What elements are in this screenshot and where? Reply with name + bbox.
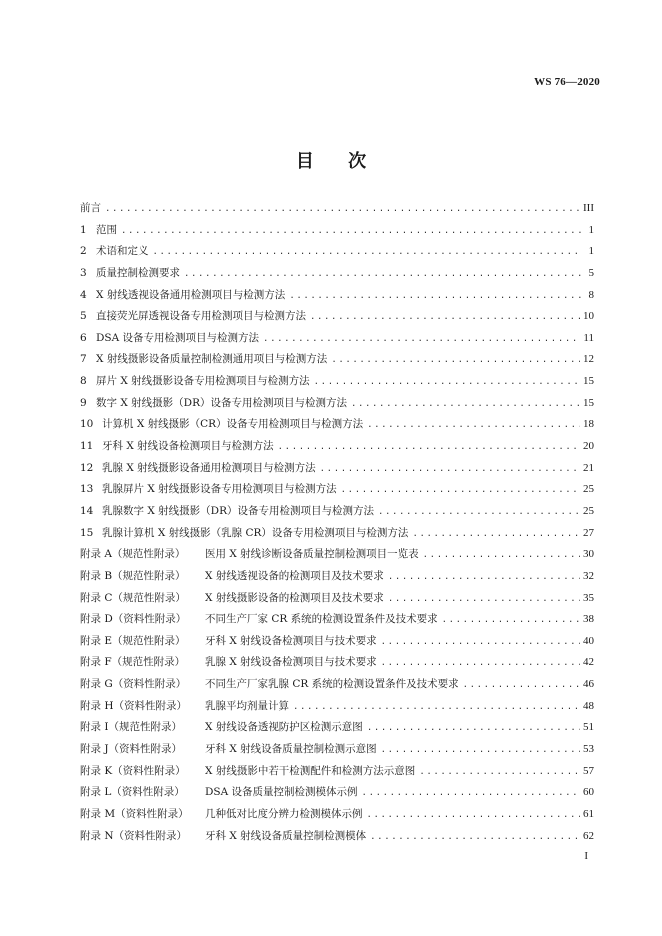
toc-entry[interactable] bbox=[80, 393, 594, 415]
toc-leader-dots bbox=[381, 740, 580, 762]
toc-entry-title: 医用 X 射线诊断设备质量控制检测项目一览表 bbox=[205, 548, 419, 561]
toc-entry-page: 51 bbox=[583, 721, 594, 734]
toc-entry-title: DSA 设备专用检测项目与检测方法 bbox=[96, 331, 260, 344]
toc-entry-number: 11 bbox=[80, 440, 94, 453]
toc-entry-page: 57 bbox=[583, 764, 594, 777]
toc-entry-number: 12 bbox=[80, 461, 94, 474]
toc-entry-page: 48 bbox=[583, 699, 594, 712]
toc-entry-title: 屏片 X 射线摄影设备专用检测项目与检测方法 bbox=[96, 375, 310, 388]
toc-entry[interactable] bbox=[80, 328, 594, 350]
toc-leader-dots bbox=[351, 394, 580, 416]
toc-entry[interactable] bbox=[80, 241, 594, 263]
toc-leader-dots bbox=[293, 697, 580, 719]
toc-entry-page: 11 bbox=[583, 331, 594, 344]
toc-entry-number: 附录 H（资料性附录） bbox=[80, 699, 187, 712]
toc-entry[interactable] bbox=[80, 804, 594, 826]
toc-entry-title: 牙科 X 射线设备质量控制检测模体 bbox=[205, 829, 367, 842]
toc-entry-number: 4 bbox=[80, 288, 87, 301]
toc-leader-dots bbox=[105, 199, 580, 221]
toc-entry[interactable] bbox=[80, 371, 594, 393]
toc-entry[interactable] bbox=[80, 782, 594, 804]
toc-entry-number: 15 bbox=[80, 526, 94, 539]
toc-entry-title: 范围 bbox=[96, 223, 117, 236]
toc-entry-number: 附录 K（资料性附录） bbox=[80, 764, 186, 777]
toc-entry-page: 18 bbox=[583, 418, 594, 431]
toc-leader-dots bbox=[153, 242, 582, 264]
toc-entry-page: 10 bbox=[583, 310, 594, 323]
toc-entry-title: 乳腺屏片 X 射线摄影设备专用检测项目与检测方法 bbox=[102, 483, 337, 496]
toc-entry[interactable] bbox=[80, 696, 594, 718]
toc-entry[interactable] bbox=[80, 479, 594, 501]
toc-leader-dots bbox=[381, 632, 580, 654]
toc-entry-number: 3 bbox=[80, 266, 87, 279]
toc-entry-title: 几种低对比度分辨力检测模体示例 bbox=[205, 807, 363, 820]
page-number: I bbox=[584, 850, 588, 862]
toc-leader-dots bbox=[423, 545, 580, 567]
toc-entry-title: 前言 bbox=[80, 202, 101, 214]
table-of-contents bbox=[80, 198, 594, 847]
toc-entry[interactable] bbox=[80, 674, 594, 696]
toc-entry[interactable] bbox=[80, 652, 594, 674]
toc-leader-dots bbox=[388, 567, 580, 589]
toc-entry[interactable] bbox=[80, 523, 594, 545]
toc-entry[interactable] bbox=[80, 501, 594, 523]
toc-entry-page: 1 bbox=[588, 223, 594, 236]
toc-entry-page: 12 bbox=[583, 353, 594, 366]
toc-leader-dots bbox=[367, 805, 581, 827]
toc-entry-page: 35 bbox=[583, 591, 594, 604]
toc-entry-page: 20 bbox=[583, 440, 594, 453]
toc-entry[interactable] bbox=[80, 826, 594, 848]
toc-leader-dots bbox=[370, 827, 580, 849]
toc-entry-title: 乳腺 X 射线设备检测项目与技术要求 bbox=[205, 656, 377, 669]
toc-entry-title: 乳腺数字 X 射线摄影（DR）设备专用检测项目与检测方法 bbox=[102, 504, 374, 517]
page-title: 目 次 bbox=[295, 151, 381, 172]
toc-entry-page: 61 bbox=[583, 807, 594, 820]
toc-entry-title: 直接荧光屏透视设备专用检测项目与检测方法 bbox=[96, 310, 306, 323]
toc-leader-dots bbox=[320, 459, 580, 481]
toc-entry-title: 质量控制检测要求 bbox=[96, 266, 180, 279]
toc-entry-page: 27 bbox=[583, 526, 594, 539]
toc-entry-number: 附录 C（规范性附录） bbox=[80, 591, 186, 604]
toc-entry[interactable] bbox=[80, 566, 594, 588]
toc-leader-dots bbox=[419, 762, 580, 784]
toc-leader-dots bbox=[278, 437, 580, 459]
toc-entry-number: 1 bbox=[80, 223, 87, 236]
toc-entry-title: 牙科 X 射线设备检测项目与检测方法 bbox=[102, 440, 274, 453]
toc-entry[interactable] bbox=[80, 588, 594, 610]
toc-entry-title: 不同生产厂家乳腺 CR 系统的检测设置条件及技术要求 bbox=[205, 678, 459, 691]
toc-leader-dots bbox=[362, 783, 580, 805]
toc-entry-number: 附录 D（资料性附录） bbox=[80, 613, 187, 626]
toc-entry[interactable] bbox=[80, 761, 594, 783]
toc-leader-dots bbox=[442, 610, 580, 632]
toc-leader-dots bbox=[388, 589, 580, 611]
toc-leader-dots bbox=[310, 307, 580, 329]
toc-leader-dots bbox=[341, 480, 580, 502]
toc-entry-number: 2 bbox=[80, 245, 87, 258]
toc-entry-number: 附录 J（资料性附录） bbox=[80, 743, 183, 756]
toc-entry-number: 附录 I（规范性附录） bbox=[80, 721, 182, 734]
toc-entry-number: 附录 A（规范性附录） bbox=[80, 548, 186, 561]
toc-entry-title: X 射线摄影设备的检测项目及技术要求 bbox=[205, 591, 384, 604]
toc-entry-title: 牙科 X 射线设备质量控制检测示意图 bbox=[205, 743, 377, 756]
toc-leader-dots bbox=[331, 350, 580, 372]
toc-leader-dots bbox=[184, 264, 581, 286]
toc-entry-page: 5 bbox=[588, 266, 594, 279]
toc-entry-page: 38 bbox=[583, 613, 594, 626]
toc-entry-number: 5 bbox=[80, 310, 87, 323]
toc-entry-number: 14 bbox=[80, 504, 94, 517]
toc-entry-page: 32 bbox=[583, 569, 594, 582]
toc-entry-title: 数字 X 射线摄影（DR）设备专用检测项目与检测方法 bbox=[96, 396, 347, 409]
toc-leader-dots bbox=[263, 329, 580, 351]
toc-entry-title: X 射线透视设备的检测项目及技术要求 bbox=[205, 569, 384, 582]
toc-entry-page: III bbox=[583, 202, 594, 214]
toc-entry-title: 牙科 X 射线设备检测项目与技术要求 bbox=[205, 634, 377, 647]
toc-entry-page: 46 bbox=[583, 678, 594, 691]
toc-entry-title: X 射线设备透视防护区检测示意图 bbox=[205, 721, 363, 734]
toc-entry-title: 术语和定义 bbox=[96, 245, 149, 258]
toc-entry-page: 40 bbox=[583, 634, 594, 647]
toc-entry-page: 53 bbox=[583, 743, 594, 756]
toc-entry[interactable] bbox=[80, 285, 594, 307]
toc-entry[interactable] bbox=[80, 609, 594, 631]
toc-entry-title: 计算机 X 射线摄影（CR）设备专用检测项目与检测方法 bbox=[102, 418, 364, 431]
toc-entry-page: 21 bbox=[583, 461, 594, 474]
toc-entry-page: 62 bbox=[583, 829, 594, 842]
toc-entry-number: 附录 M（资料性附录） bbox=[80, 807, 189, 820]
toc-entry[interactable] bbox=[80, 263, 594, 285]
toc-leader-dots bbox=[121, 221, 581, 243]
toc-entry-page: 25 bbox=[583, 504, 594, 517]
toc-entry-number: 附录 E（规范性附录） bbox=[80, 634, 186, 647]
toc-entry-number: 9 bbox=[80, 396, 87, 409]
toc-entry-page: 25 bbox=[583, 483, 594, 496]
toc-entry-number: 6 bbox=[80, 331, 87, 344]
toc-entry-number: 13 bbox=[80, 483, 94, 496]
document-code: WS 76—2020 bbox=[534, 76, 600, 88]
toc-entry-number: 附录 G（资料性附录） bbox=[80, 678, 187, 691]
toc-leader-dots bbox=[367, 718, 580, 740]
toc-entry-title: DSA 设备质量控制检测模体示例 bbox=[205, 786, 358, 799]
toc-entry-title: 乳腺计算机 X 射线摄影（乳腺 CR）设备专用检测项目与检测方法 bbox=[102, 526, 409, 539]
toc-entry-page: 15 bbox=[583, 396, 594, 409]
toc-leader-dots bbox=[381, 653, 580, 675]
toc-entry-title: X 射线透视设备通用检测项目与检测方法 bbox=[96, 288, 286, 301]
toc-entry[interactable] bbox=[80, 739, 594, 761]
toc-entry-number: 7 bbox=[80, 353, 87, 366]
toc-entry-number: 8 bbox=[80, 375, 87, 388]
toc-entry-title: 乳腺 X 射线摄影设备通用检测项目与检测方法 bbox=[102, 461, 316, 474]
toc-entry[interactable] bbox=[80, 631, 594, 653]
toc-entry[interactable] bbox=[80, 544, 594, 566]
toc-entry[interactable] bbox=[80, 220, 594, 242]
toc-entry-number: 10 bbox=[80, 418, 94, 431]
toc-entry-page: 1 bbox=[588, 245, 594, 258]
toc-entry-number: 附录 L（资料性附录） bbox=[80, 786, 185, 799]
toc-entry[interactable] bbox=[80, 306, 594, 328]
toc-entry-number: 附录 B（规范性附录） bbox=[80, 569, 186, 582]
toc-entry-page: 42 bbox=[583, 656, 594, 669]
toc-entry-title: X 射线摄影设备质量控制检测通用项目与检测方法 bbox=[96, 353, 328, 366]
toc-entry[interactable] bbox=[80, 198, 594, 220]
toc-leader-dots bbox=[289, 286, 581, 308]
toc-entry-page: 8 bbox=[588, 288, 594, 301]
toc-entry-number: 附录 N（资料性附录） bbox=[80, 829, 188, 842]
toc-entry-page: 30 bbox=[583, 548, 594, 561]
toc-leader-dots bbox=[412, 524, 580, 546]
toc-leader-dots bbox=[367, 415, 580, 437]
toc-leader-dots bbox=[314, 372, 580, 394]
toc-entry-page: 60 bbox=[583, 786, 594, 799]
toc-entry-number: 附录 F（规范性附录） bbox=[80, 656, 186, 669]
toc-entry[interactable] bbox=[80, 414, 594, 436]
toc-leader-dots bbox=[463, 675, 580, 697]
toc-entry[interactable] bbox=[80, 717, 594, 739]
toc-leader-dots bbox=[378, 502, 580, 524]
toc-entry-page: 15 bbox=[583, 375, 594, 388]
toc-entry-title: 不同生产厂家 CR 系统的检测设置条件及技术要求 bbox=[205, 613, 438, 626]
toc-entry-title: X 射线摄影中若干检测配件和检测方法示意图 bbox=[205, 764, 416, 777]
toc-entry[interactable] bbox=[80, 349, 594, 371]
toc-entry[interactable] bbox=[80, 436, 594, 458]
toc-entry-title: 乳腺平均剂量计算 bbox=[205, 699, 289, 712]
toc-entry[interactable] bbox=[80, 458, 594, 480]
